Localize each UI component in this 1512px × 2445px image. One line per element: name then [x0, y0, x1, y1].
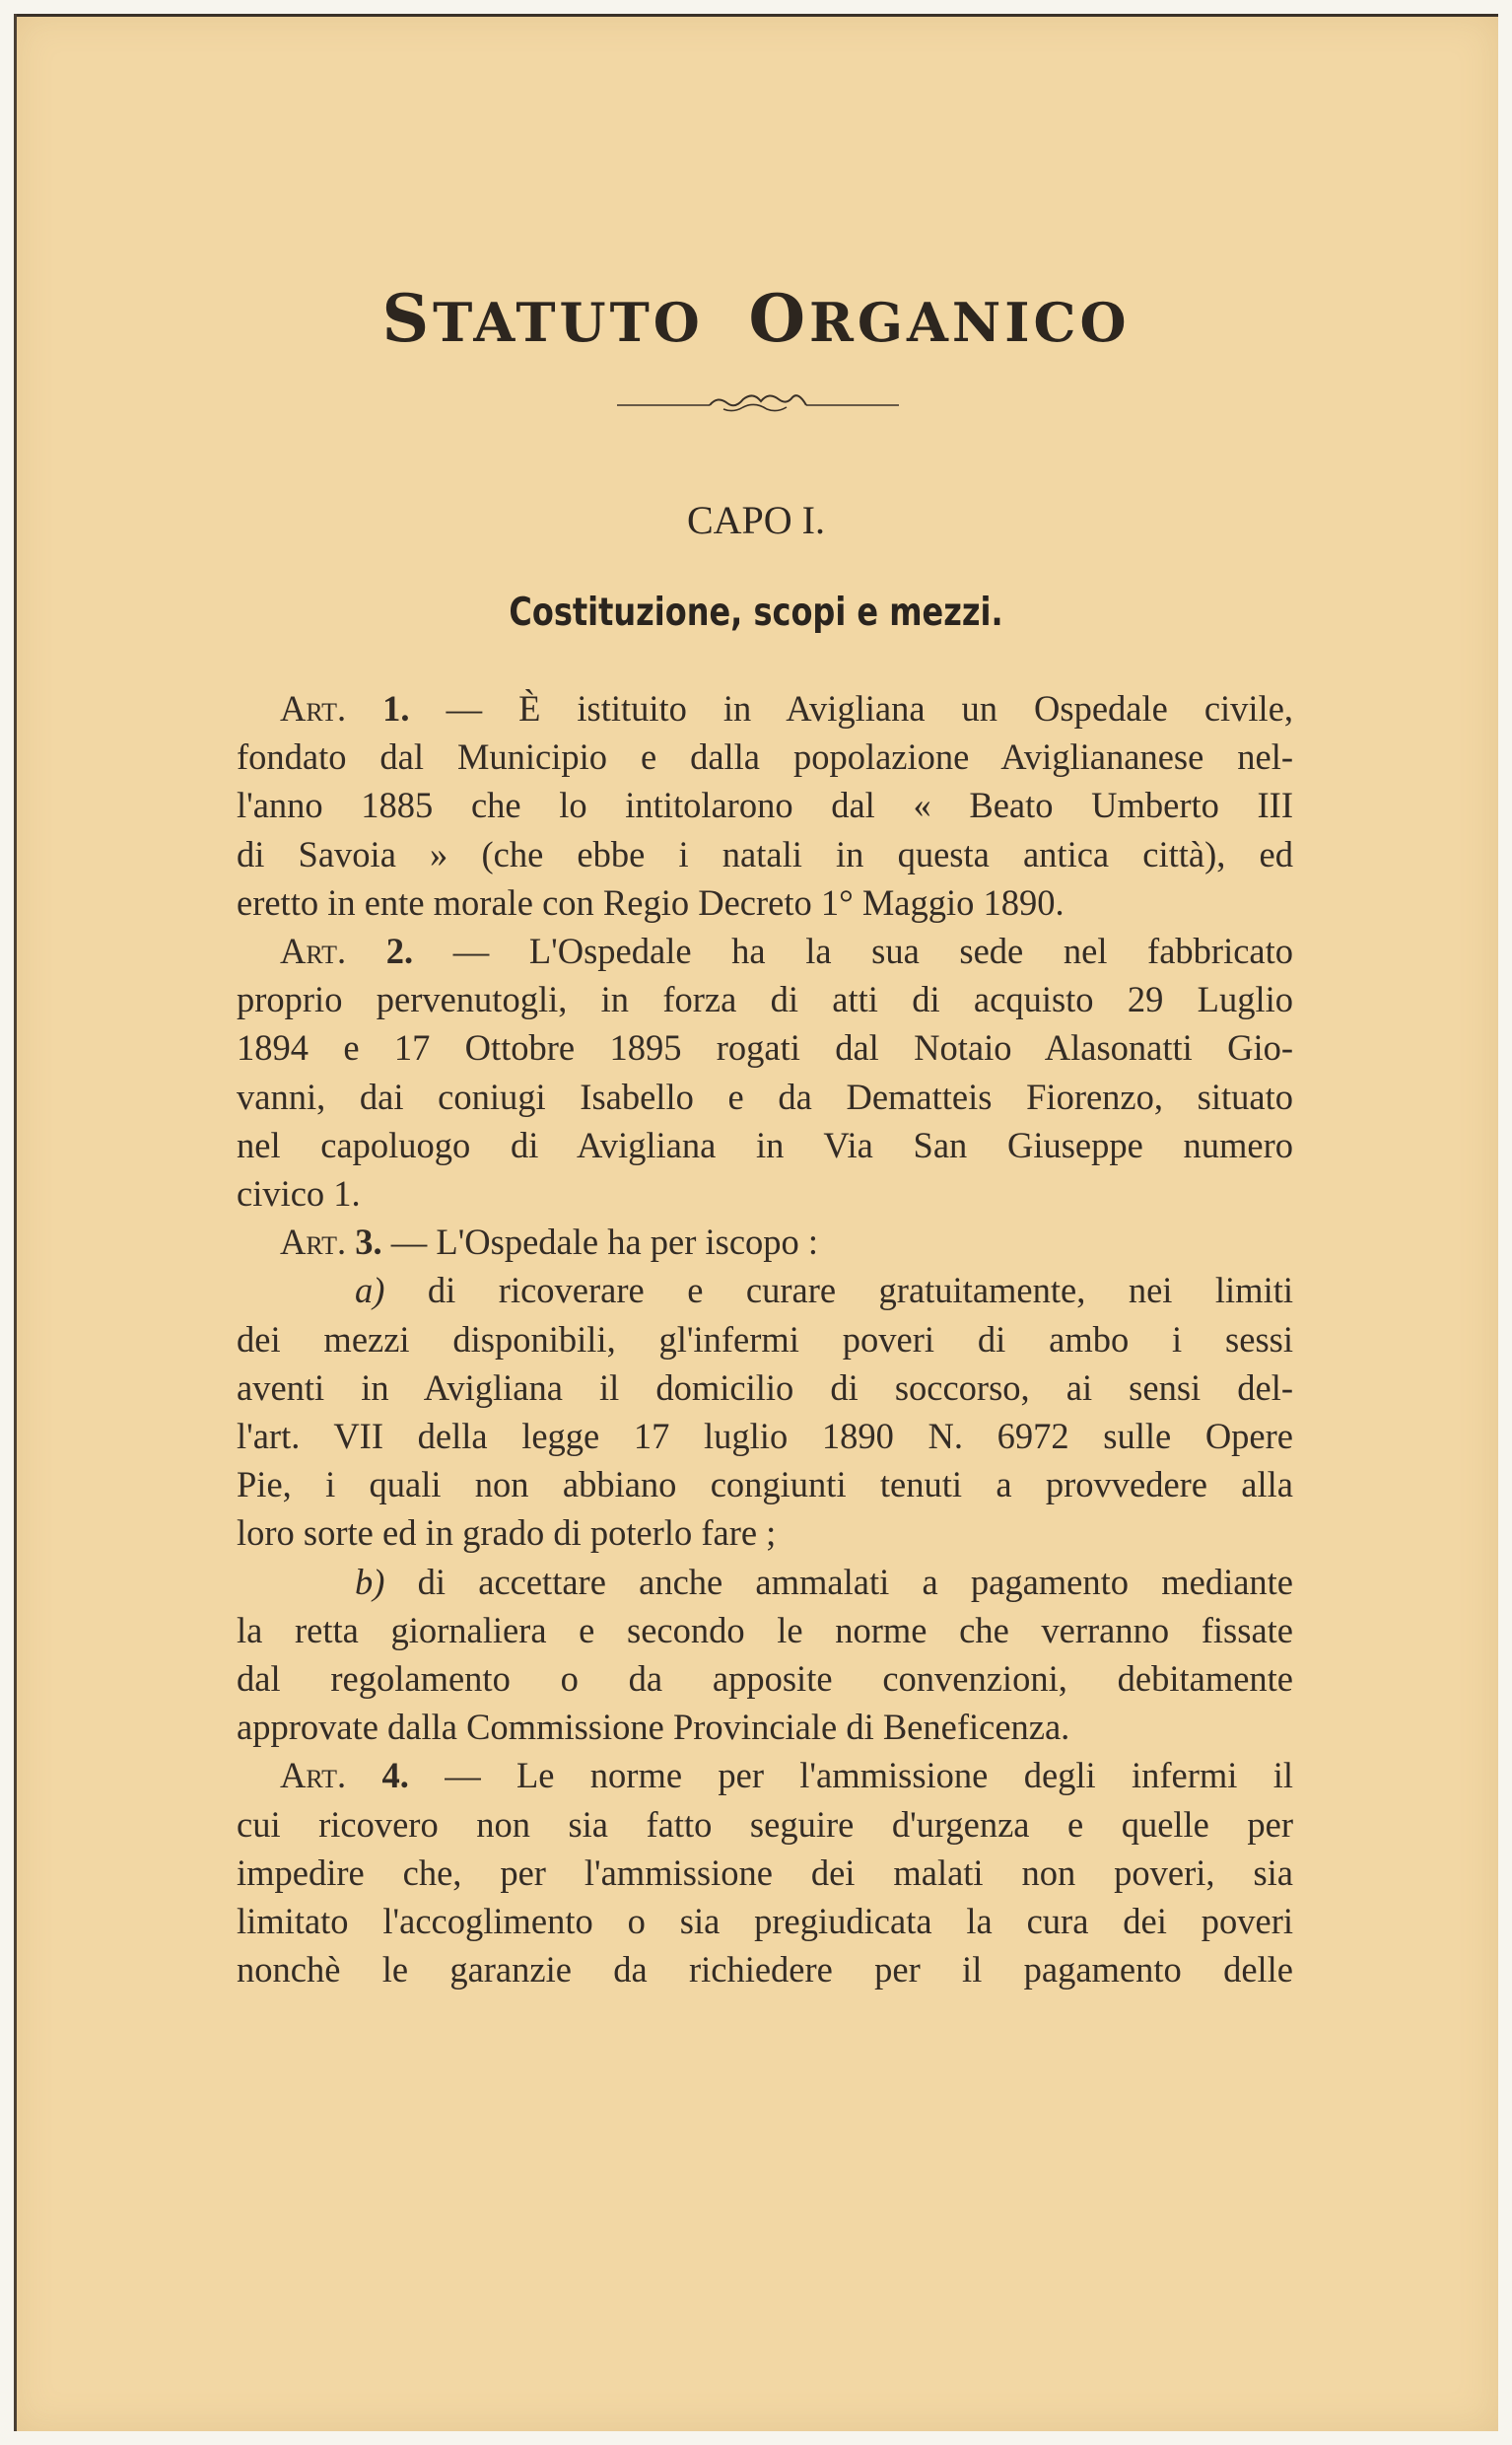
document-body: [237, 684, 1293, 1993]
text-line: limitato l'accoglimento o sia pregiudicata la cura dei poveri: [237, 1901, 1293, 1942]
article-number: 4.: [381, 1755, 409, 1796]
article-2: [237, 927, 1293, 1218]
text-line: vanni, dai coniugi Isabello e da Dematteis Fiorenzo, situato: [237, 1076, 1293, 1117]
text-line: 1894 e 17 Ottobre 1895 rogati dal Notaio Alasonatti Gio-: [237, 1027, 1293, 1069]
text-line: Pie, i quali non abbiano congiunti tenuti a provvedere alla: [237, 1464, 1293, 1505]
article-number: 2.: [385, 931, 414, 972]
text-line: [237, 1218, 1293, 1266]
article-number: 3.: [355, 1222, 382, 1263]
list-marker-a: a): [355, 1270, 385, 1311]
text-line: loro sorte ed in grado di poterlo fare ;: [237, 1512, 777, 1554]
text-line: [237, 684, 1293, 733]
text-line: fondato dal Municipio e dalla popolazione Avigliananese nel-: [237, 736, 1293, 778]
text-line-content: di ricoverare e curare gratuitamente, nei limiti: [427, 1270, 1293, 1311]
chapter-heading: Costituzione, scopi e mezzi.: [509, 591, 1003, 635]
article-label: Art.: [280, 931, 347, 972]
text-line: [237, 1266, 1293, 1314]
article-label: Art.: [280, 1222, 347, 1263]
text-line: proprio pervenutogli, in forza di atti di acquisto 29 Luglio: [237, 979, 1293, 1020]
decorative-divider-ornament: [615, 391, 901, 417]
text-line: nel capoluogo di Avigliana in Via San Giuseppe numero: [237, 1124, 1293, 1165]
text-line-content: — L'Ospedale ha la sua sede nel fabbricato: [452, 931, 1294, 972]
text-line-content: — Le norme per l'ammissione degli infermi il: [445, 1755, 1294, 1796]
text-line: di Savoia » (che ebbe i natali in questa antica città), ed: [237, 833, 1293, 874]
text-line: [237, 1558, 1293, 1606]
text-line: dei mezzi disponibili, gl'infermi poveri di ambo i sessi: [237, 1318, 1293, 1360]
text-line: cui ricovero non sia fatto seguire d'urgenza e quelle per: [237, 1803, 1293, 1845]
article-4: [237, 1751, 1293, 1993]
text-line: eretto in ente morale con Regio Decreto 1° Maggio 1890.: [237, 881, 1065, 923]
text-line: l'art. VII della legge 17 luglio 1890 N. 6972 sulle Opere: [237, 1416, 1293, 1457]
text-line-content: di accettare anche ammalati a pagamento mediante: [417, 1561, 1294, 1602]
text-line-content: — È istituito in Avigliana un Ospedale civile,: [446, 688, 1294, 729]
text-line: [237, 1751, 1293, 1799]
document-title: STATUTO ORGANICO: [381, 280, 1131, 357]
article-label: Art.: [280, 688, 347, 729]
article-number: 1.: [382, 688, 410, 729]
text-line: aventi in Avigliana il domicilio di soccorso, ai sensi del-: [237, 1366, 1293, 1408]
document-page: [14, 14, 1498, 2431]
article-1: [237, 684, 1293, 927]
text-line: [237, 927, 1293, 975]
text-line: la retta giornaliera e secondo le norme che verranno fissate: [237, 1609, 1293, 1650]
text-line: impedire che, per l'ammissione dei malati non poveri, sia: [237, 1851, 1293, 1893]
text-line: l'anno 1885 che lo intitolarono dal « Beato Umberto III: [237, 785, 1293, 826]
text-line: dal regolamento o da apposite convenzioni, debitamente: [237, 1658, 1293, 1700]
article-3: [237, 1218, 1293, 1751]
chapter-label: CAPO I.: [686, 498, 826, 542]
list-marker-b: b): [355, 1561, 385, 1602]
article-label: Art.: [280, 1755, 347, 1796]
text-line: approvate dalla Commissione Provinciale di Beneficenza.: [237, 1707, 1070, 1748]
text-line: civico 1.: [237, 1173, 361, 1215]
text-line: nonchè le garanzie da richiedere per il pagamento delle: [237, 1949, 1293, 1991]
text-line-content: — L'Ospedale ha per iscopo :: [390, 1222, 819, 1263]
